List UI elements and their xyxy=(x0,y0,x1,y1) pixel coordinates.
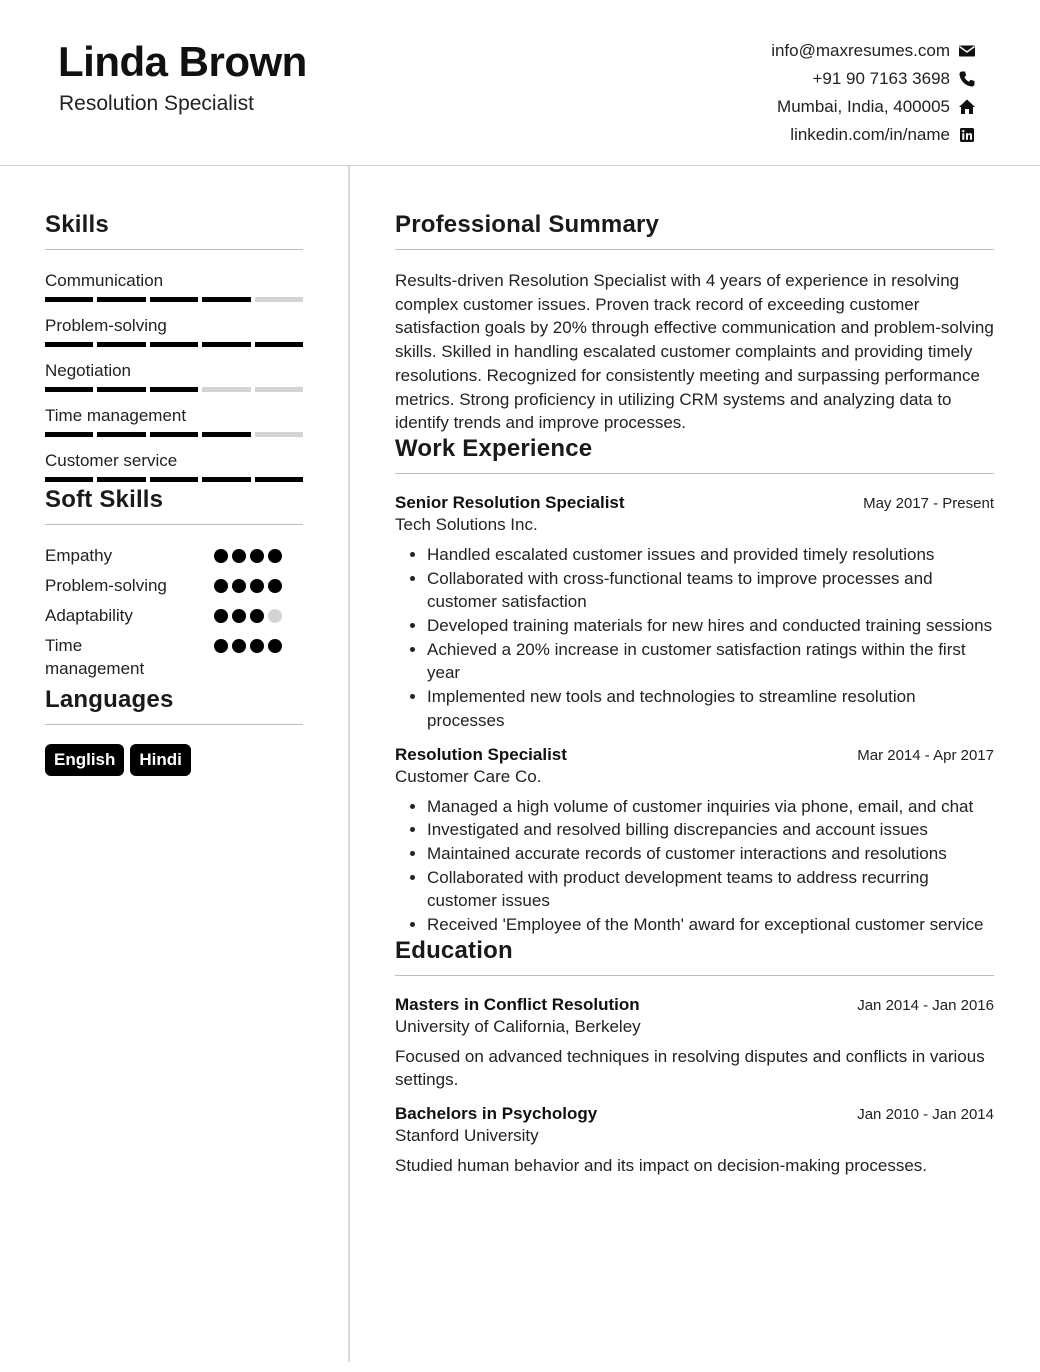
job-title: Senior Resolution Specialist xyxy=(395,492,625,512)
skill-level-segment xyxy=(255,477,303,482)
skills-title: Skills xyxy=(45,211,303,250)
job-bullet: • Received 'Employee of the Month' award for exceptional customer service xyxy=(427,913,994,937)
skill-level-segment xyxy=(202,477,250,482)
rating-dot xyxy=(214,579,228,593)
skill-level-segment xyxy=(45,297,93,302)
soft-skill-item xyxy=(45,634,303,684)
languages-list xyxy=(45,744,303,776)
skill-level-segment xyxy=(202,342,250,347)
rating-dot xyxy=(268,579,282,593)
skill-level-segment xyxy=(45,432,93,437)
contact-linkedin[interactable] xyxy=(771,121,976,149)
soft-skills-title: Soft Skills xyxy=(45,486,303,525)
home-icon xyxy=(958,98,976,116)
rating-dot xyxy=(232,639,246,653)
job-bullet: • Managed a high volume of customer inquiries via phone, email, and chat xyxy=(427,795,994,819)
education-entry xyxy=(395,1104,994,1178)
rating-dot xyxy=(232,579,246,593)
contact-phone[interactable] xyxy=(771,65,976,93)
skill-level-segment xyxy=(150,477,198,482)
envelope-icon xyxy=(958,42,976,60)
job-bullet: • Investigated and resolved billing discrepancies and account issues xyxy=(427,818,994,842)
education-title: Education xyxy=(395,937,994,976)
job-bullet: • Collaborated with product development teams to address recurring customer issues xyxy=(427,866,994,913)
contact-phone-text: +91 90 7163 3698 xyxy=(812,69,950,88)
skill-item xyxy=(45,404,303,437)
linkedin-icon xyxy=(958,126,976,144)
rating-dot xyxy=(250,579,264,593)
left-column xyxy=(45,166,303,776)
skill-label: Customer service xyxy=(45,451,178,470)
skill-level-segment xyxy=(255,342,303,347)
rating-dot xyxy=(250,609,264,623)
languages-title: Languages xyxy=(45,686,303,725)
candidate-role: Resolution Specialist xyxy=(59,92,254,115)
soft-skill-label: Problem-solving xyxy=(45,576,167,595)
skill-level-segment xyxy=(255,387,303,392)
phone-icon xyxy=(958,70,976,88)
contact-block xyxy=(771,37,976,149)
job-date: May 2017 - Present xyxy=(863,494,994,512)
job-bullets xyxy=(395,543,994,733)
skill-level-segment xyxy=(150,387,198,392)
skill-level-segment xyxy=(202,387,250,392)
job-bullets xyxy=(395,795,994,937)
skill-level-segment xyxy=(97,297,145,302)
rating-dot xyxy=(214,549,228,563)
job-header xyxy=(395,493,994,513)
job-title: Resolution Specialist xyxy=(395,744,567,764)
skill-level-segment xyxy=(97,387,145,392)
skill-bar xyxy=(45,432,303,437)
job-bullet: • Implemented new tools and technologies to streamline resolution processes xyxy=(427,685,994,732)
skill-level-segment xyxy=(202,432,250,437)
contact-email-text: info@maxresumes.com xyxy=(771,41,950,60)
experience-title: Work Experience xyxy=(395,435,994,474)
soft-skill-label: Time management xyxy=(45,636,145,678)
skill-item xyxy=(45,269,303,302)
resume-header xyxy=(0,0,1040,166)
job-company: Tech Solutions Inc. xyxy=(395,514,538,534)
job-header xyxy=(395,745,994,765)
rating-dot xyxy=(214,609,228,623)
rating-dot xyxy=(214,639,228,653)
soft-skill-label: Adaptability xyxy=(45,606,133,625)
skill-level-segment xyxy=(97,432,145,437)
skill-level-segment xyxy=(255,297,303,302)
skill-level-segment xyxy=(150,432,198,437)
education-date: Jan 2010 - Jan 2014 xyxy=(857,1106,994,1124)
language-badge: English xyxy=(45,744,124,776)
contact-linkedin-text: linkedin.com/in/name xyxy=(790,125,950,144)
summary-title: Professional Summary xyxy=(395,211,994,250)
education-header xyxy=(395,995,994,1015)
column-divider xyxy=(348,166,350,1362)
rating-dot xyxy=(250,639,264,653)
contact-address-text: Mumbai, India, 400005 xyxy=(777,97,950,116)
education-header xyxy=(395,1104,994,1124)
summary-text: Results-driven Resolution Specialist with 4 years of experience in resolving complex customer issues. Proven track record of exceeding customer satisfaction goals by 20% through effective communication and problem-solving skills. Skilled in handling escalated customer complaints and providing timely resolutions. Recognized for consistently meeting and surpassing performance metrics. Strong proficiency in utilizing CRM systems and analyzing data to identify trends and improve processes. xyxy=(395,271,994,433)
job-bullet: • Collaborated with cross-functional teams to improve processes and customer satisfaction xyxy=(427,567,994,614)
skill-level-segment xyxy=(255,432,303,437)
skill-label: Communication xyxy=(45,271,164,290)
soft-skill-item xyxy=(45,544,303,574)
degree-title: Bachelors in Psychology xyxy=(395,1104,598,1124)
soft-skill-rating xyxy=(214,639,282,653)
rating-dot xyxy=(232,609,246,623)
right-column xyxy=(395,166,994,1178)
soft-skills-list xyxy=(45,544,303,684)
school-name: University of California, Berkeley xyxy=(395,1016,641,1036)
soft-skill-label: Empathy xyxy=(45,546,113,565)
job-bullet: • Handled escalated customer issues and provided timely resolutions xyxy=(427,543,994,567)
job-bullet: • Achieved a 20% increase in customer satisfaction ratings within the first year xyxy=(427,638,994,685)
job-bullet: • Developed training materials for new hires and conducted training sessions xyxy=(427,614,994,638)
rating-dot xyxy=(268,609,282,623)
skill-level-segment xyxy=(150,297,198,302)
skill-level-segment xyxy=(45,477,93,482)
degree-title: Masters in Conflict Resolution xyxy=(395,994,640,1014)
skill-label: Negotiation xyxy=(45,361,132,380)
skill-label: Time management xyxy=(45,406,187,425)
skill-item xyxy=(45,449,303,482)
education-date: Jan 2014 - Jan 2016 xyxy=(857,996,994,1014)
language-badge: Hindi xyxy=(130,744,191,776)
skill-level-segment xyxy=(97,342,145,347)
skill-bar xyxy=(45,477,303,482)
education-description: Focused on advanced techniques in resolving disputes and conflicts in various settings. xyxy=(395,1046,985,1090)
candidate-name: Linda Brown xyxy=(58,38,307,85)
skill-bar xyxy=(45,342,303,347)
soft-skill-item xyxy=(45,604,303,634)
rating-dot xyxy=(268,549,282,563)
soft-skill-rating xyxy=(214,579,282,593)
job-company: Customer Care Co. xyxy=(395,766,542,786)
contact-address xyxy=(771,93,976,121)
rating-dot xyxy=(250,549,264,563)
skill-level-segment xyxy=(202,297,250,302)
skill-item xyxy=(45,359,303,392)
education-entry xyxy=(395,995,994,1092)
soft-skill-rating xyxy=(214,549,282,563)
soft-skill-rating xyxy=(214,609,282,623)
skill-label: Problem-solving xyxy=(45,316,167,335)
skill-bar xyxy=(45,387,303,392)
contact-email[interactable] xyxy=(771,37,976,65)
job-entry xyxy=(395,745,994,937)
job-entry xyxy=(395,493,994,733)
skill-item xyxy=(45,314,303,347)
rating-dot xyxy=(268,639,282,653)
soft-skill-item xyxy=(45,574,303,604)
job-date: Mar 2014 - Apr 2017 xyxy=(857,746,994,764)
education-description: Studied human behavior and its impact on decision-making processes. xyxy=(395,1156,928,1176)
skill-level-segment xyxy=(97,477,145,482)
skill-level-segment xyxy=(45,387,93,392)
rating-dot xyxy=(232,549,246,563)
job-bullet: • Maintained accurate records of customer interactions and resolutions xyxy=(427,842,994,866)
skill-bar xyxy=(45,297,303,302)
skill-level-segment xyxy=(150,342,198,347)
skill-level-segment xyxy=(45,342,93,347)
skills-list xyxy=(45,269,303,482)
school-name: Stanford University xyxy=(395,1126,539,1146)
